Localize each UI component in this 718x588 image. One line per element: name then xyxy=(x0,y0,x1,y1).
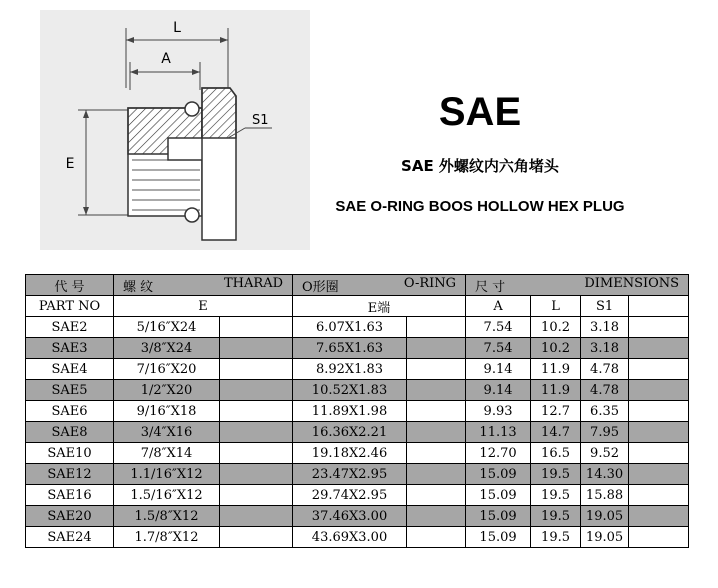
cell-l: 12.7 xyxy=(531,401,581,422)
cell-a: 12.70 xyxy=(466,443,531,464)
cell-empty xyxy=(220,380,293,401)
table-row xyxy=(26,401,689,422)
cell-thread: 1/2″X20 xyxy=(114,380,220,401)
cell-empty xyxy=(629,443,689,464)
cell-empty xyxy=(629,506,689,527)
cell-s1: 19.05 xyxy=(581,527,629,548)
cell-thread: 5/16″X24 xyxy=(114,317,220,338)
cell-a: 15.09 xyxy=(466,464,531,485)
header-part-en: PART NO xyxy=(26,296,114,317)
o-ring-top xyxy=(185,102,199,116)
cell-a: 11.13 xyxy=(466,422,531,443)
cell-empty xyxy=(407,506,466,527)
cell-oring: 6.07X1.63 xyxy=(293,317,407,338)
cell-oring: 8.92X1.83 xyxy=(293,359,407,380)
cell-l: 10.2 xyxy=(531,317,581,338)
spec-table xyxy=(25,274,689,548)
table-row xyxy=(26,422,689,443)
cell-l: 11.9 xyxy=(531,380,581,401)
plug-drawing xyxy=(40,10,310,250)
cell-empty xyxy=(629,359,689,380)
cell-s1: 4.78 xyxy=(581,359,629,380)
header-oring xyxy=(293,275,466,296)
cell-empty xyxy=(407,338,466,359)
cell-oring: 37.46X3.00 xyxy=(293,506,407,527)
cell-a: 15.09 xyxy=(466,485,531,506)
dimension-A-label: A xyxy=(161,51,171,67)
cell-l: 16.5 xyxy=(531,443,581,464)
cell-oring: 16.36X2.21 xyxy=(293,422,407,443)
cell-s1: 3.18 xyxy=(581,338,629,359)
cell-a: 9.93 xyxy=(466,401,531,422)
cell-thread: 3/4″X16 xyxy=(114,422,220,443)
cell-part: SAE24 xyxy=(26,527,114,548)
cell-oring: 43.69X3.00 xyxy=(293,527,407,548)
cell-thread: 1.7/8″X12 xyxy=(114,527,220,548)
table-row xyxy=(26,338,689,359)
cell-empty xyxy=(220,338,293,359)
cell-thread: 3/8″X24 xyxy=(114,338,220,359)
cell-part: SAE5 xyxy=(26,380,114,401)
cell-empty xyxy=(407,485,466,506)
table-row xyxy=(26,317,689,338)
cell-empty xyxy=(629,485,689,506)
cell-l: 19.5 xyxy=(531,464,581,485)
cell-oring: 23.47X2.95 xyxy=(293,464,407,485)
page-title: SAE xyxy=(438,90,522,134)
dimension-L-label: L xyxy=(173,20,181,36)
cell-a: 15.09 xyxy=(466,527,531,548)
cell-s1: 15.88 xyxy=(581,485,629,506)
dimension-E-label: E xyxy=(65,156,75,172)
header-empty xyxy=(629,296,689,317)
subtitle-english: SAE O-RING BOOS HOLLOW HEX PLUG xyxy=(335,198,625,215)
table-row xyxy=(26,443,689,464)
cell-oring: 19.18X2.46 xyxy=(293,443,407,464)
cell-a: 9.14 xyxy=(466,380,531,401)
cell-part: SAE8 xyxy=(26,422,114,443)
cell-thread: 1.1/16″X12 xyxy=(114,464,220,485)
header-thread-cn: 螺 纹 xyxy=(123,279,154,295)
header-part-cn: 代 号 xyxy=(26,275,114,296)
header-thread-e: E xyxy=(114,296,293,317)
cell-thread: 1.5/16″X12 xyxy=(114,485,220,506)
cell-oring: 29.74X2.95 xyxy=(293,485,407,506)
cell-s1: 9.52 xyxy=(581,443,629,464)
cell-empty xyxy=(407,359,466,380)
header-s1: S1 xyxy=(581,296,629,317)
cell-a: 7.54 xyxy=(466,317,531,338)
header-dim-cn: 尺 寸 xyxy=(475,279,506,295)
cell-part: SAE10 xyxy=(26,443,114,464)
cell-thread: 7/16″X20 xyxy=(114,359,220,380)
cell-part: SAE2 xyxy=(26,317,114,338)
header-dimensions xyxy=(466,275,689,296)
cell-empty xyxy=(629,527,689,548)
cell-empty xyxy=(629,464,689,485)
cell-empty xyxy=(407,464,466,485)
header-dim-en: DIMENSIONS xyxy=(584,275,680,291)
cell-empty xyxy=(629,380,689,401)
header-oring-en: O-RING xyxy=(403,275,457,291)
cell-empty xyxy=(220,485,293,506)
cell-s1: 19.05 xyxy=(581,506,629,527)
cell-a: 9.14 xyxy=(466,359,531,380)
header-l: L xyxy=(531,296,581,317)
cell-empty xyxy=(220,422,293,443)
cell-part: SAE20 xyxy=(26,506,114,527)
cell-empty xyxy=(407,422,466,443)
header-thread xyxy=(114,275,293,296)
header-oring-cn: O形圈 xyxy=(302,279,339,295)
cell-part: SAE6 xyxy=(26,401,114,422)
cell-a: 7.54 xyxy=(466,338,531,359)
cell-l: 19.5 xyxy=(531,506,581,527)
cell-s1: 6.35 xyxy=(581,401,629,422)
header-oring-e: E端 xyxy=(293,296,466,317)
cell-s1: 7.95 xyxy=(581,422,629,443)
table-header-row-1 xyxy=(26,275,689,296)
cell-l: 11.9 xyxy=(531,359,581,380)
cell-part: SAE16 xyxy=(26,485,114,506)
cell-l: 14.7 xyxy=(531,422,581,443)
cell-empty xyxy=(407,527,466,548)
cell-l: 10.2 xyxy=(531,338,581,359)
cell-thread: 1.5/8″X12 xyxy=(114,506,220,527)
cell-empty xyxy=(220,359,293,380)
table-row xyxy=(26,485,689,506)
cell-thread: 7/8″X14 xyxy=(114,443,220,464)
cell-l: 19.5 xyxy=(531,527,581,548)
cell-empty xyxy=(629,401,689,422)
table-row xyxy=(26,380,689,401)
cell-empty xyxy=(629,338,689,359)
cell-empty xyxy=(407,401,466,422)
cell-empty xyxy=(220,317,293,338)
cell-oring: 11.89X1.98 xyxy=(293,401,407,422)
cell-empty xyxy=(629,317,689,338)
cell-a: 15.09 xyxy=(466,506,531,527)
table-row xyxy=(26,359,689,380)
table-row xyxy=(26,527,689,548)
cell-s1: 14.30 xyxy=(581,464,629,485)
cell-empty xyxy=(220,527,293,548)
cell-empty xyxy=(220,506,293,527)
cell-s1: 3.18 xyxy=(581,317,629,338)
header-thread-en: THARAD xyxy=(224,275,284,291)
table-row xyxy=(26,464,689,485)
cell-oring: 10.52X1.83 xyxy=(293,380,407,401)
cell-empty xyxy=(629,422,689,443)
table-body xyxy=(26,317,689,548)
cell-empty xyxy=(407,443,466,464)
cell-oring: 7.65X1.63 xyxy=(293,338,407,359)
o-ring-bottom xyxy=(185,208,199,222)
cell-empty xyxy=(220,401,293,422)
cell-empty xyxy=(407,317,466,338)
cell-empty xyxy=(220,464,293,485)
table-row xyxy=(26,506,689,527)
cell-l: 19.5 xyxy=(531,485,581,506)
dimension-S1-label: S1 xyxy=(252,113,269,128)
cell-s1: 4.78 xyxy=(581,380,629,401)
table-header-row-2 xyxy=(26,296,689,317)
cell-thread: 9/16″X18 xyxy=(114,401,220,422)
cell-empty xyxy=(220,443,293,464)
cell-part: SAE3 xyxy=(26,338,114,359)
subtitle-chinese: SAE 外螺纹内六角堵头 xyxy=(401,157,559,175)
header-a: A xyxy=(466,296,531,317)
cell-part: SAE4 xyxy=(26,359,114,380)
cell-part: SAE12 xyxy=(26,464,114,485)
cell-empty xyxy=(407,380,466,401)
